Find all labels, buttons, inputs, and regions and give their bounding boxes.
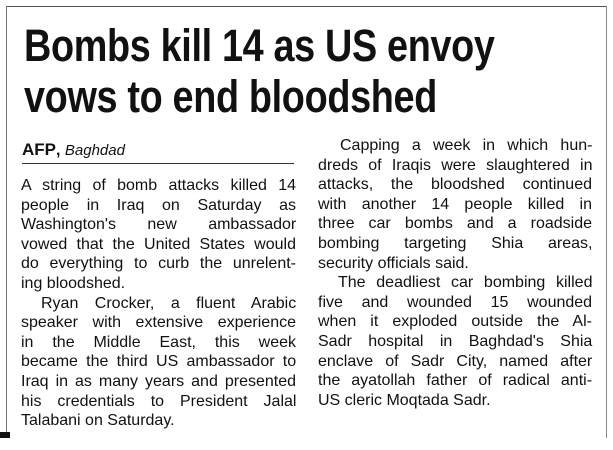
text-line: became the third US ambassador to (21, 353, 297, 371)
text-line: ing bloodshed. (21, 274, 126, 292)
headline (24, 20, 604, 122)
right-column (318, 136, 592, 410)
page-corner-mark (0, 432, 10, 438)
text-line: with another 14 people killed in (318, 195, 592, 213)
text-line: in the Middle East, this week (21, 333, 296, 351)
text-line: Sadr hospital in Baghdad's Shia (318, 332, 593, 350)
text-line: security officials said. (318, 254, 469, 272)
text-line: attacks, the bloodshed continued (318, 176, 592, 194)
text-line: do everything to curb the unrelent- (21, 255, 296, 273)
text-line: Washington's new ambassador (21, 216, 297, 234)
paragraph-1 (21, 176, 296, 294)
paragraph-3 (318, 136, 592, 273)
paragraph-4 (318, 273, 592, 410)
text-line: the ayatollah father of radical anti- (318, 372, 593, 390)
headline-line-1: Bombs kill 14 as US envoy (24, 20, 495, 71)
text-line: dreds of Iraqis were slaughtered in (318, 156, 593, 174)
text-line: A string of bomb attacks killed 14 (21, 177, 296, 194)
text-line: Capping a week in which hun- (340, 137, 593, 154)
byline-place: Baghdad (64, 142, 125, 159)
headline-line-2: vows to end bloodshed (24, 71, 437, 122)
text-line: Ryan Crocker, a fluent Arabic (41, 294, 297, 312)
text-line: five and wounded 15 wounded (318, 293, 593, 311)
text-line: speaker with extensive experience (21, 314, 296, 332)
text-line: three car bombs and a roadside (318, 215, 592, 233)
left-border-rule (6, 6, 7, 438)
top-border-rule (6, 6, 606, 7)
paragraph-2 (21, 294, 296, 431)
byline-rule (22, 163, 294, 164)
text-line: people in Iraq on Saturday as (21, 196, 297, 214)
text-line: his credentials to President Jalal (21, 392, 297, 410)
text-line: The deadliest car bombing killed (338, 274, 593, 292)
text-line: enclave of Sadr City, named after (318, 352, 593, 370)
right-border-rule (606, 6, 607, 438)
text-line: when it exploded outside the Al- (318, 313, 592, 331)
byline-agency: AFP (22, 140, 56, 159)
text-line: bombing targeting Shia areas, (318, 234, 593, 252)
left-column (21, 176, 296, 431)
text-line: US cleric Moqtada Sadr. (318, 391, 491, 409)
text-line: vowed that the United States would (21, 235, 296, 253)
text-line: Talabani on Saturday. (21, 412, 175, 430)
byline-separator: , (56, 142, 65, 159)
text-line: Iraq in as many years and presented (21, 372, 296, 390)
byline (22, 140, 292, 162)
